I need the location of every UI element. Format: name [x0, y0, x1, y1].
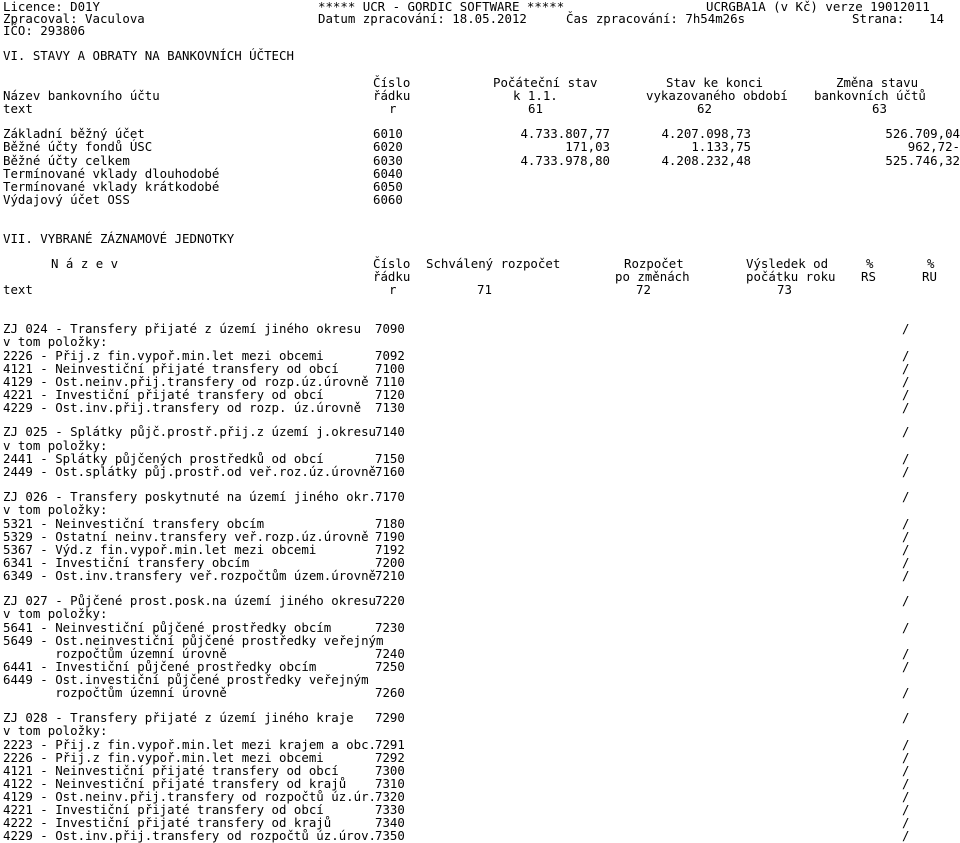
- software-label: ***** UCR - GORDIC SOFTWARE *****: [318, 0, 565, 14]
- s7-line-text: 4129 - Ost.neinv.přij.transfery od rozpočtů úz.úr.: [3, 789, 376, 804]
- s7-line-slash: /: [902, 593, 910, 608]
- s6-row-number: 6040: [373, 166, 403, 181]
- s7-line-slash: /: [902, 374, 910, 389]
- s7-line-text: 4229 - Ost.inv.přij.transfery od rozp. úz.úrovně: [3, 400, 362, 415]
- s7-line-number: 7120: [375, 387, 405, 402]
- s7-line-slash: /: [902, 750, 910, 765]
- s7-line-number: 7320: [375, 789, 405, 804]
- s7-line-number: 7292: [375, 750, 405, 765]
- s7-line-text: 4221 - Investiční přijaté transfery od obcí: [3, 802, 324, 817]
- s7-line-slash: /: [902, 361, 910, 376]
- s7-line-text: v tom položky:: [3, 606, 108, 621]
- s6-name-head-2: text: [3, 101, 33, 116]
- s7-line-text: 6449 - Ost.investiční půjčené prostředky veřejným: [3, 672, 369, 687]
- s7-line-number: 7090: [375, 321, 405, 336]
- version-label: UCRGBA1A (v Kč) verze 19012011: [706, 0, 930, 14]
- s7-line-slash: /: [902, 685, 910, 700]
- s6-row-c61: 4.733.807,77: [520, 126, 610, 141]
- s7-line-text: v tom položky:: [3, 723, 108, 738]
- licence-label: Licence: D01Y: [3, 0, 100, 14]
- processing-date: Datum zpracování: 18.05.2012: [318, 11, 527, 26]
- s7-line-number: 7092: [375, 348, 405, 363]
- s7-line-slash: /: [902, 451, 910, 466]
- s6-row-name: Běžné účty celkem: [3, 153, 130, 168]
- s6-row-c61: 4.733.978,80: [520, 153, 610, 168]
- s7-line-slash: /: [902, 659, 910, 674]
- s6-row-c62: 4.207.098,73: [661, 126, 751, 141]
- s6-row-number: 6050: [373, 179, 403, 194]
- s7-line-text: 6349 - Ost.inv.transfery veř.rozpočtům územ.úrovně: [3, 568, 376, 583]
- s7-line-slash: /: [902, 620, 910, 635]
- s7-line-number: 7290: [375, 710, 405, 725]
- s6-c61-head-1: Počáteční stav: [493, 75, 598, 90]
- s7-line-number: 7192: [375, 542, 405, 557]
- s6-num-head-3: r: [389, 101, 397, 116]
- s7-line-slash: /: [902, 464, 910, 479]
- s6-c62-head-2: vykazovaného období: [646, 88, 788, 103]
- s7-line-number: 7210: [375, 568, 405, 583]
- s7-line-number: 7240: [375, 646, 405, 661]
- s7-line-text: 2441 - Splátky půjčených prostředků od obcí: [3, 451, 324, 466]
- section6-title: VI. STAVY A OBRATY NA BANKOVNÍCH ÚČTECH: [3, 48, 294, 63]
- s7-line-text: 6441 - Investiční půjčené prostředky obcím: [3, 659, 317, 674]
- s7-line-text: 4221 - Investiční přijaté transfery od obcí: [3, 387, 324, 402]
- s7-line-slash: /: [902, 516, 910, 531]
- s7-line-text: 2226 - Přij.z fin.vypoř.min.let mezi obcemi: [3, 348, 324, 363]
- s7-line-slash: /: [902, 387, 910, 402]
- s7-ru-head-1: %: [927, 256, 935, 271]
- s7-line-text: 5649 - Ost.neinvestiční půjčené prostředky veřejným: [3, 633, 384, 648]
- ico-label: IČO: 293806: [3, 23, 86, 38]
- s7-line-number: 7220: [375, 593, 405, 608]
- page-number: 14: [929, 11, 944, 26]
- s6-row-name: Termínované vklady krátkodobé: [3, 179, 220, 194]
- s7-line-number: 7190: [375, 529, 405, 544]
- s7-line-text: v tom položky:: [3, 438, 108, 453]
- s7-line-slash: /: [902, 815, 910, 830]
- s7-c73-head-1: Výsledek od: [746, 256, 829, 271]
- s6-row-c62: 1.133,75: [691, 139, 751, 154]
- s7-line-slash: /: [902, 828, 910, 843]
- s6-c62-head-1: Stav ke konci: [666, 75, 763, 90]
- s7-line-slash: /: [902, 542, 910, 557]
- s6-row-c63: 525.746,32: [885, 153, 960, 168]
- s6-row-number: 6020: [373, 139, 403, 154]
- s7-c73-head-2: počátku roku: [746, 269, 836, 284]
- s6-num-head-1: Číslo: [373, 75, 411, 90]
- s7-line-text: 2226 - Přij.z fin.vypoř.min.let mezi obcemi: [3, 750, 324, 765]
- s7-line-number: 7310: [375, 776, 405, 791]
- s7-line-number: 7330: [375, 802, 405, 817]
- s7-line-number: 7250: [375, 659, 405, 674]
- s6-row-c63: 526.709,04: [885, 126, 960, 141]
- s7-line-text: 6341 - Investiční transfery obcím: [3, 555, 250, 570]
- s7-line-number: 7140: [375, 424, 405, 439]
- s7-line-slash: /: [902, 348, 910, 363]
- s7-line-text: rozpočtům územní úrovně: [3, 646, 227, 661]
- s7-line-slash: /: [902, 321, 910, 336]
- s7-line-number: 7200: [375, 555, 405, 570]
- s7-c71-head-2: 71: [477, 282, 492, 297]
- s7-ru-head-2: RU: [922, 269, 937, 284]
- processed-by: Zpracoval: Vaculova: [3, 11, 145, 26]
- s7-line-text: 5329 - Ostatní neinv.transfery veř.rozp.úz.úrovně: [3, 529, 369, 544]
- s7-c73-head-3: 73: [777, 282, 792, 297]
- s6-row-name: Výdajový účet OSS: [3, 192, 130, 207]
- s6-c63-head-3: 63: [872, 101, 887, 116]
- processing-time: Čas zpracování: 7h54m26s: [566, 11, 746, 26]
- s7-line-number: 7230: [375, 620, 405, 635]
- s6-c61-head-3: 61: [528, 101, 543, 116]
- s7-num-head-3: r: [389, 282, 397, 297]
- s6-c61-head-2: k 1.1.: [513, 88, 558, 103]
- s7-line-text: 5641 - Neinvestiční půjčené prostředky obcím: [3, 620, 332, 635]
- s7-line-number: 7340: [375, 815, 405, 830]
- s7-line-number: 7160: [375, 464, 405, 479]
- s7-line-text: 4122 - Neinvestiční přijaté transfery od krajů: [3, 776, 347, 791]
- s6-row-c62: 4.208.232,48: [661, 153, 751, 168]
- s7-line-number: 7100: [375, 361, 405, 376]
- s6-row-name: Termínované vklady dlouhodobé: [3, 166, 220, 181]
- section7-title: VII. VYBRANÉ ZÁZNAMOVÉ JEDNOTKY: [3, 231, 235, 246]
- s7-name-head-2: text: [3, 282, 33, 297]
- s6-row-number: 6030: [373, 153, 403, 168]
- s7-line-slash: /: [902, 776, 910, 791]
- s7-line-slash: /: [902, 737, 910, 752]
- s7-line-number: 7260: [375, 685, 405, 700]
- s6-c62-head-3: 62: [697, 101, 712, 116]
- s7-line-text: 5367 - Výd.z fin.vypoř.min.let mezi obcemi: [3, 542, 317, 557]
- s7-line-text: 4129 - Ost.neinv.přij.transfery od rozp.úz.úrovně: [3, 374, 369, 389]
- s7-line-slash: /: [902, 763, 910, 778]
- s7-line-number: 7180: [375, 516, 405, 531]
- s7-line-text: 2223 - Přij.z fin.vypoř.min.let mezi krajem a obc.: [3, 737, 376, 752]
- s7-num-head-2: řádku: [373, 269, 411, 284]
- s7-line-text: ZJ 028 - Transfery přijaté z území jiného kraje: [3, 710, 354, 725]
- s7-line-slash: /: [902, 424, 910, 439]
- s7-line-slash: /: [902, 555, 910, 570]
- s7-line-text: v tom položky:: [3, 334, 108, 349]
- s7-c71-head-1: Schválený rozpočet: [426, 256, 561, 271]
- s6-row-c61: 171,03: [565, 139, 610, 154]
- s6-row-name: Běžné účty fondů ÚSC: [3, 139, 153, 154]
- s7-c72-head-1: Rozpočet: [624, 256, 684, 271]
- s7-line-text: 4121 - Neinvestiční přijaté transfery od obcí: [3, 361, 339, 376]
- s7-line-slash: /: [902, 789, 910, 804]
- s7-line-number: 7170: [375, 489, 405, 504]
- s7-line-text: v tom položky:: [3, 502, 108, 517]
- s7-line-number: 7150: [375, 451, 405, 466]
- s7-rs-head-1: %: [866, 256, 874, 271]
- s6-name-head-1: Název bankovního účtu: [3, 88, 160, 103]
- s7-line-text: ZJ 025 - Splátky půjč.prostř.přij.z území j.okresu: [3, 424, 376, 439]
- s6-row-c63: 962,72-: [907, 139, 960, 154]
- s7-line-text: rozpočtům územní úrovně: [3, 685, 227, 700]
- page-label: Strana:: [852, 11, 905, 26]
- s7-line-text: ZJ 027 - Půjčené prost.posk.na území jiného okresu: [3, 593, 376, 608]
- s7-line-slash: /: [902, 710, 910, 725]
- s7-line-text: ZJ 024 - Transfery přijaté z území jiného okresu: [3, 321, 362, 336]
- s7-line-text: ZJ 026 - Transfery poskytnuté na území jiného okr.: [3, 489, 376, 504]
- s7-num-head-1: Číslo: [373, 256, 411, 271]
- s6-row-number: 6010: [373, 126, 403, 141]
- s7-c72-head-2: po změnách: [615, 269, 690, 284]
- s7-line-slash: /: [902, 529, 910, 544]
- s7-line-slash: /: [902, 646, 910, 661]
- s7-line-number: 7291: [375, 737, 405, 752]
- s6-row-number: 6060: [373, 192, 403, 207]
- s7-line-text: 4222 - Investiční přijaté transfery od krajů: [3, 815, 332, 830]
- s7-line-text: 4121 - Neinvestiční přijaté transfery od obcí: [3, 763, 339, 778]
- s6-num-head-2: řádku: [373, 88, 411, 103]
- s7-line-slash: /: [902, 568, 910, 583]
- s7-line-slash: /: [902, 489, 910, 504]
- s7-line-number: 7350: [375, 828, 405, 843]
- s7-name-head-1: N á z e v: [51, 256, 119, 271]
- s6-row-name: Základní běžný účet: [3, 126, 145, 141]
- s6-c63-head-2: bankovních účtů: [814, 88, 926, 103]
- s7-line-number: 7130: [375, 400, 405, 415]
- s7-line-text: 4229 - Ost.inv.přij.transfery od rozpočtů úz.úrov.: [3, 828, 376, 843]
- s7-line-text: 2449 - Ost.splátky půj.prostř.od veř.roz.úz.úrovně: [3, 464, 376, 479]
- s7-line-text: 5321 - Neinvestiční transfery obcím: [3, 516, 265, 531]
- s6-c63-head-1: Změna stavu: [836, 75, 919, 90]
- s7-line-slash: /: [902, 400, 910, 415]
- s7-c72-head-3: 72: [636, 282, 651, 297]
- s7-line-number: 7300: [375, 763, 405, 778]
- s7-line-number: 7110: [375, 374, 405, 389]
- s7-line-slash: /: [902, 802, 910, 817]
- s7-rs-head-2: RS: [861, 269, 876, 284]
